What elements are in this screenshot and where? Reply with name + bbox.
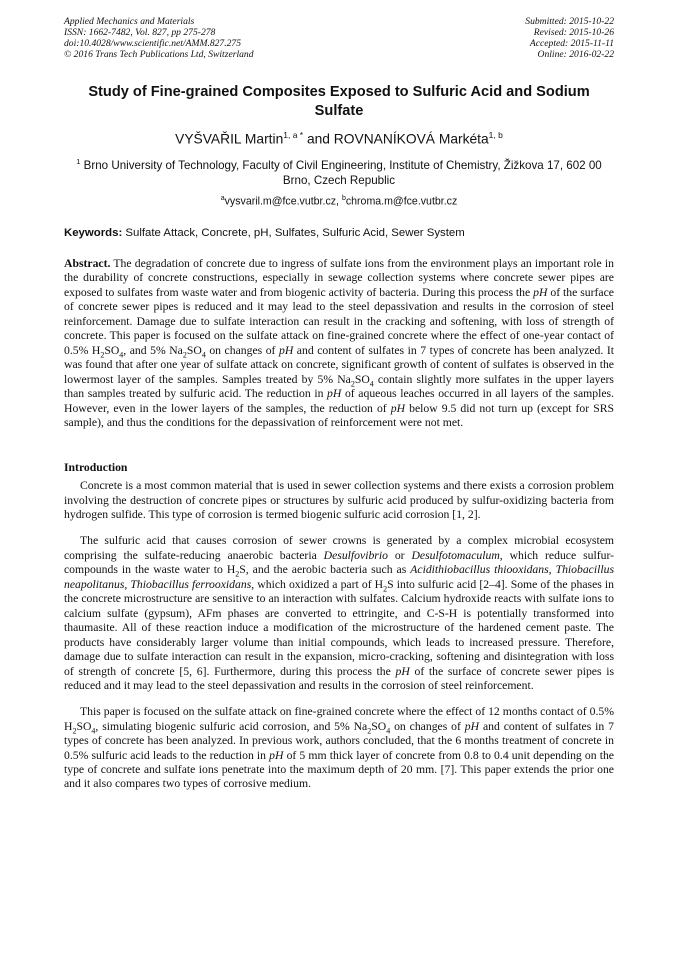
intro-text: of the surface of concrete sewer pipes is reduced and it may lead to the steel depassivation and results in the corrosion of steel reinforcement.	[64, 664, 614, 692]
intro-sub: 2	[383, 584, 388, 594]
intro-text: and content of sulfates in 7 types of concrete has been analyzed. In previous work, authors concluded, that the 6 months treatment of concrete in 0.5% sulfuric acid leads to the reduction in	[64, 719, 614, 762]
author-1: VYŠVAŘIL Martin	[175, 131, 284, 147]
author-line	[64, 130, 614, 147]
abstract-text: and content of sulfates in 7 types of concrete has been analyzed. It was found that after one year of sulfate attack on concrete, significant growth of content of sulfates is observed in the lowermost layer of the samples. Samples treated by 5% Na	[64, 343, 614, 386]
intro-text: SO	[76, 719, 92, 733]
abstract-sub: 2	[350, 378, 355, 388]
intro-paragraph-3	[64, 705, 614, 792]
author-1-sup: 1, a *	[283, 130, 304, 140]
intro-text: The sulfuric acid that causes corrosion of sewer crowns is generated by a complex microbial ecosystem comprising the sulfate-reducing anaerobic bacteria	[64, 534, 614, 562]
abstract-ph: pH	[390, 401, 406, 415]
keywords	[64, 227, 614, 239]
abstract-sub: 4	[201, 350, 206, 360]
keywords-label: Keywords:	[64, 226, 123, 239]
affiliation	[64, 154, 614, 190]
email-b[interactable]: chroma.m@fce.vutbr.cz	[345, 195, 458, 208]
intro-sub: 2	[367, 725, 372, 735]
abstract-text: SO	[186, 343, 202, 357]
abstract-text: The degradation of concrete due to ingress of sulfate ions from the environment plays an important role in the durability of concrete constructions, especially in sewage collection systems where concrete sewer pipes are exposed to sulfates from waste water and from biogenic activity of bacteria. During this process the	[64, 256, 614, 299]
intro-text: ,	[548, 563, 556, 577]
intro-text: on changes of	[390, 719, 465, 733]
author-2: ROVNANÍKOVÁ Markéta	[333, 131, 489, 147]
author-and: and	[303, 131, 334, 147]
intro-text: S into sulfuric acid [2–4]. Some of the phases in the concrete microstructure are sensitive to an interaction with sulfates. Calcium hydroxide reacts with sulfate ions to calcium sulfate (gypsum), AFm phases are converted to ettringite, and C-S-H is potentially transformed into thaumasite. All of these reaction induce a modification of the microstructure of the hardened cement paste. The products have considerably larger volume than initial compounds, which leads to increased pressure. Therefore, damage due to sulfate interaction can result in the expansion, micro-cracking, softening and disintegration with loss of strength of concrete [5, 6]. Furthermore, during this process the	[64, 577, 614, 678]
dates-info	[525, 16, 614, 60]
intro-paragraph-1: Concrete is a most common material that is used in sewer collection systems and there exists a corrosion problem involving the destruction of concrete pipes or structures by sulfuric acid produced by sulfur-oxidizing bacteria from hydrogen sulfide. This type of corrosion is termed biogenic sulfuric acid corrosion [1, 2].	[64, 479, 614, 522]
intro-sub: 2	[72, 725, 77, 735]
abstract-ph: pH	[533, 285, 548, 299]
abstract-ph: pH	[278, 343, 294, 357]
paper-title: Study of Fine-grained Composites Exposed to Sulfuric Acid and Sodium Sulfate	[88, 84, 590, 119]
journal-header	[64, 16, 614, 60]
intro-sub: 4	[386, 725, 391, 735]
intro-text: or	[387, 548, 412, 562]
abstract-text: contain slightly more sulfates in the upper layers than samples treated by sulfuric acid. The reduction in	[64, 372, 614, 401]
intro-text: SO	[371, 719, 387, 733]
abstract-label: Abstract.	[64, 256, 111, 270]
abstract-text: on changes of	[205, 343, 279, 357]
abstract-ph: pH	[327, 387, 342, 401]
intro-italic: Desulfovibrio	[323, 548, 388, 562]
journal-name: Applied Mechanics and Materials	[64, 16, 195, 27]
email-a-sup: a	[220, 195, 225, 203]
abstract-text: SO	[354, 372, 370, 386]
intro-text: S, and the aerobic bacteria such as	[239, 563, 411, 577]
intro-text: , which reduce sulfur-compounds in the waste water to H	[64, 548, 614, 577]
abstract-text: , and 5% Na	[123, 343, 183, 357]
intro-sub: 2	[235, 569, 240, 579]
journal-issn: ISSN: 1662-7482, Vol. 827, pp 275-278	[64, 27, 216, 38]
intro-italic: Desulfotomaculum	[411, 548, 500, 562]
email-a[interactable]: vysvaril.m@fce.vutbr.cz,	[224, 195, 342, 208]
abstract	[64, 257, 614, 430]
abstract-text: SO	[104, 343, 120, 357]
intro-text: , which oxidized a part of H	[251, 577, 384, 591]
intro-sub: 4	[91, 725, 96, 735]
abstract-sub: 2	[100, 350, 105, 360]
affiliation-text: Brno University of Technology, Faculty of Civil Engineering, Institute of Chemistry, Žižkova 17, 602 00 Brno, Czech Republic	[80, 158, 602, 188]
author-emails	[64, 195, 614, 208]
date-revised: Revised: 2015-10-26	[533, 27, 614, 38]
abstract-text: below 9.5 did not turn up (except for SRS sample), and thus the conditions for the depassivation of reinforcement were not met.	[64, 401, 614, 429]
section-heading-introduction: Introduction	[64, 461, 128, 475]
abstract-text: of the surface of concrete sewer pipes is reduced and it may lead to the steel depassivation and results in the corrosion of steel reinforcement. Damage due to sulfate interaction can result in the cracking and softening, with loss of strength of concrete. This paper is focused on the sulfate attack on fine-grained concrete where the effect of one-year contact of 0.5% H	[64, 285, 614, 357]
journal-doi: doi:10.4028/www.scientific.net/AMM.827.275	[64, 38, 242, 49]
affiliation-sup: 1	[76, 156, 81, 166]
abstract-sub: 2	[182, 350, 187, 360]
keywords-text: Sulfate Attack, Concrete, pH, Sulfates, Sulfuric Acid, Sewer System	[122, 226, 465, 239]
journal-info	[64, 16, 254, 60]
intro-text: This paper is focused on the sulfate attack on fine-grained concrete where the effect of 12 months contact of 0.5% H	[64, 705, 614, 733]
abstract-text: of aqueous leaches occurred in all layers of the samples. However, even in the lower layers of the samples, the reduction of	[64, 387, 614, 415]
intro-paragraph-2	[64, 534, 614, 693]
author-2-sup: 1, b	[488, 130, 503, 140]
intro-italic: Thiobacillus neapolitanus	[64, 563, 615, 591]
date-accepted: Accepted: 2015-11-11	[529, 38, 614, 49]
date-online: Online: 2016-02-22	[537, 49, 614, 60]
intro-italic: Thiobacillus ferrooxidans	[130, 577, 252, 591]
intro-italic: pH	[269, 748, 284, 762]
abstract-sub: 4	[369, 378, 374, 388]
email-b-sup: b	[341, 195, 346, 203]
intro-text: of 5 mm thick layer of concrete from 0.8 to 0.4 unit depending on the type of concrete and sulfate ions penetrate into the maximum depth of 20 mm. [7]. This paper extends the prior one and it also compares two types of corrosive medium.	[64, 748, 614, 791]
intro-italic: pH	[464, 719, 480, 733]
intro-text: , simulating biogenic sulfuric acid corrosion, and 5% Na	[95, 719, 368, 733]
abstract-sub: 4	[119, 350, 124, 360]
intro-italic: pH	[395, 664, 410, 678]
journal-copyright: © 2016 Trans Tech Publications Ltd, Switzerland	[64, 49, 254, 60]
intro-italic: Acidithiobacillus thiooxidans	[410, 563, 549, 577]
date-submitted: Submitted: 2015-10-22	[525, 16, 614, 27]
intro-text: ,	[124, 577, 131, 591]
